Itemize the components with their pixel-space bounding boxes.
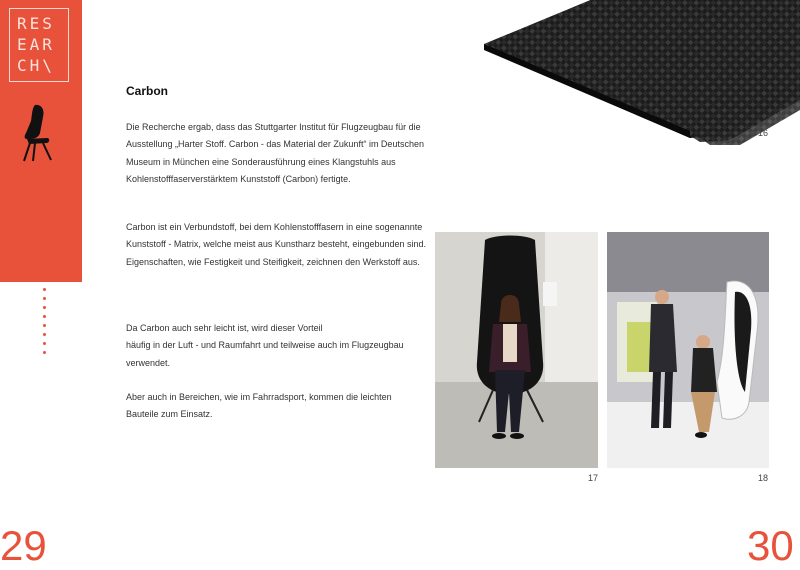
figure-number-16: 16	[758, 128, 769, 138]
paragraph-3: Da Carbon auch sehr leicht ist, wird dieser Vorteil häufig in der Luft - und Raumfahrt und teilweise auch im Flugzeugbau verwendet.	[126, 323, 404, 368]
figure-number-17: 17	[588, 473, 599, 483]
carbon-plates-photo	[470, 0, 800, 145]
paragraph-4: Aber auch in Bereichen, wie im Fahrradsport, kommen die leichten Bauteile zum Einsatz.	[126, 392, 392, 420]
exhibition-photo-chair-front	[435, 232, 598, 468]
paragraph-1: Die Recherche ergab, dass das Stuttgarter Institut für Flugzeugbau für die Ausstellung „Harter Stoff. Carbon - das Material der Zukunft“ im Deutschen Museum in München eine Sonderausführung eines Klangstuhls aus Kohlenstofffaserverstärktem Kunststoff (Carbon) fertigte.	[126, 122, 424, 184]
section-heading: Carbon	[126, 84, 168, 98]
sidebar-band	[0, 0, 82, 282]
figure-number-18: 18	[758, 473, 769, 483]
page-number-left: 29	[0, 522, 47, 569]
logo-line-1: RES	[17, 14, 55, 33]
exhibition-photo-chair-side	[607, 232, 769, 468]
page-number-right: 30	[747, 522, 794, 569]
paragraph-2: Carbon ist ein Verbundstoff, bei dem Kohlenstofffasern in eine sogenannte Kunststoff - Matrix, welche meist aus Kunstharz besteht, eingebunden sind. Eigenschaften, wie Festigkeit und Steifigkeit, zeichnen den Werkstoff aus.	[126, 222, 426, 267]
logo-line-2: EAR	[17, 35, 55, 54]
research-logo	[9, 8, 69, 82]
chair-icon	[21, 103, 55, 163]
logo-line-3: CH\	[17, 56, 55, 75]
